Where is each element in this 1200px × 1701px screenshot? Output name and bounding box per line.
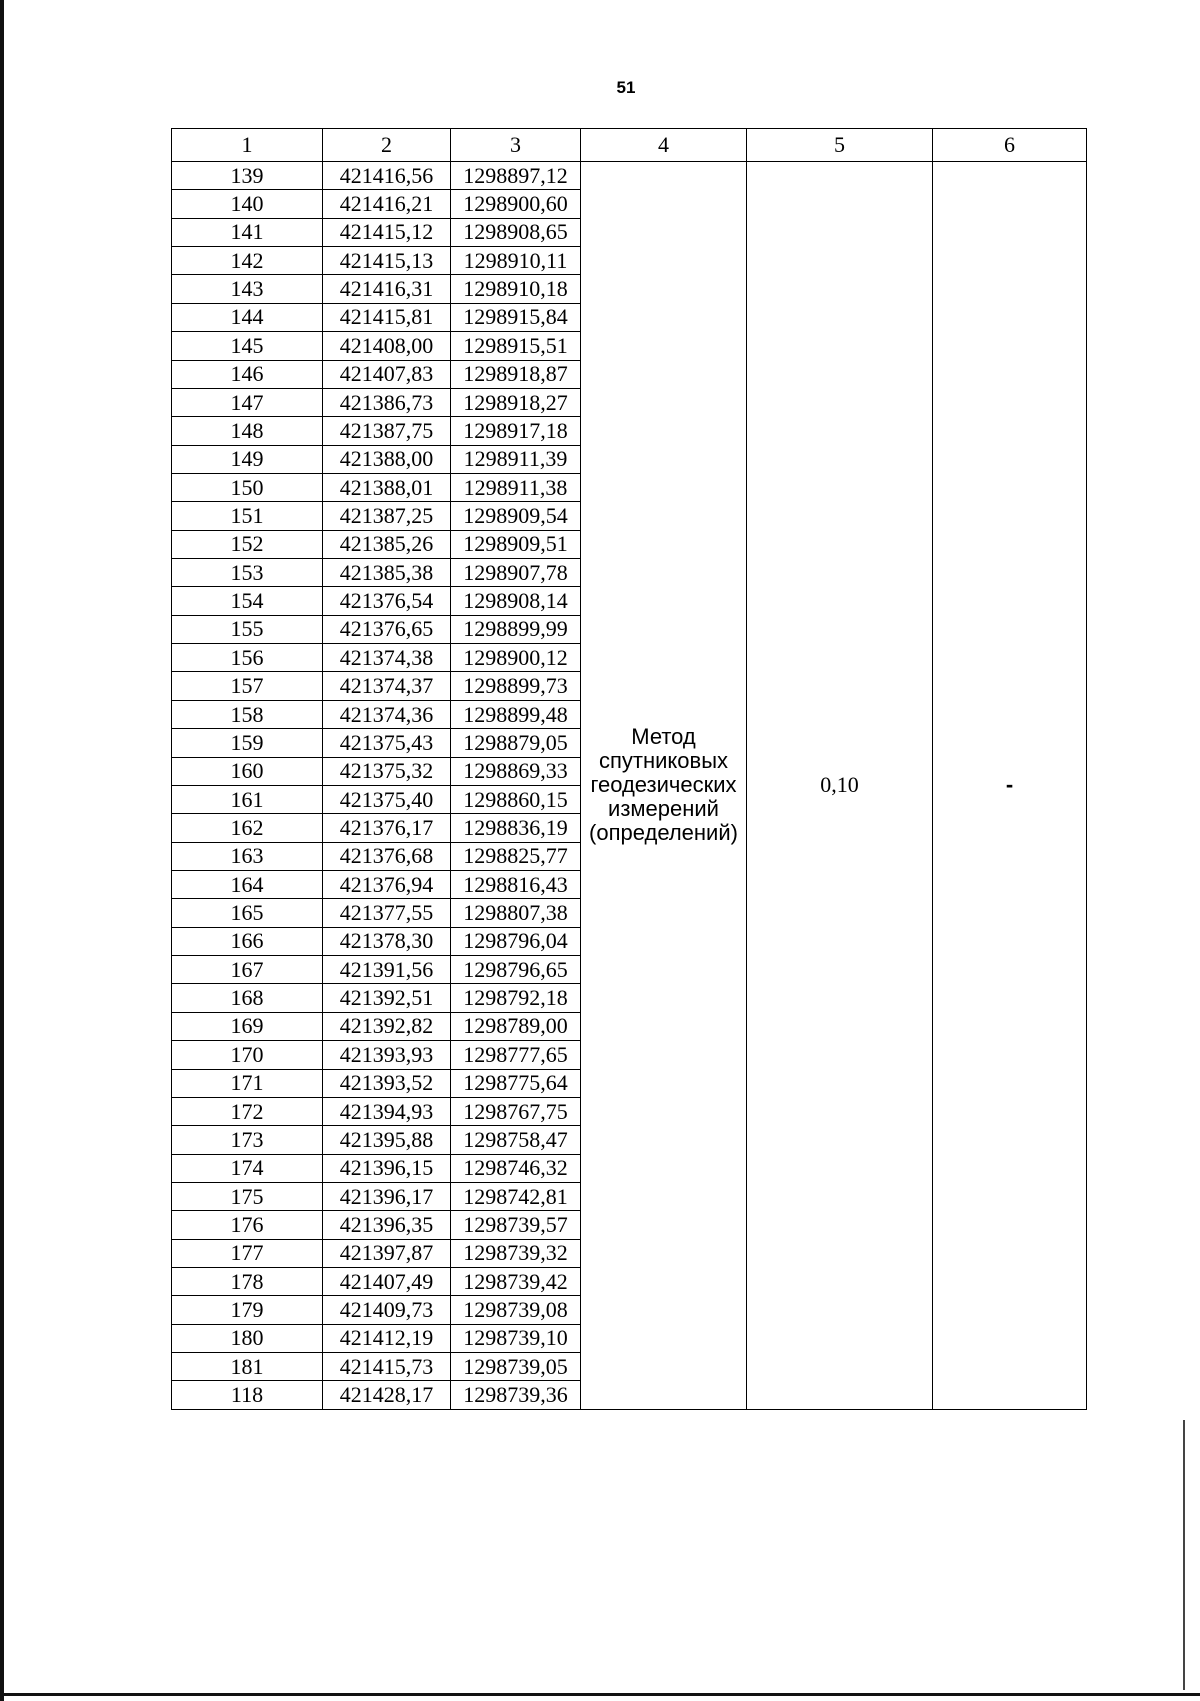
y-coordinate-cell: 1298742,81 <box>451 1182 581 1210</box>
point-number-cell: 158 <box>172 700 323 728</box>
y-coordinate-cell: 1298908,65 <box>451 218 581 246</box>
y-coordinate-cell: 1298900,60 <box>451 190 581 218</box>
point-number-cell: 160 <box>172 757 323 785</box>
y-coordinate-cell: 1298909,51 <box>451 530 581 558</box>
y-coordinate-cell: 1298775,64 <box>451 1069 581 1097</box>
y-coordinate-cell: 1298739,05 <box>451 1353 581 1381</box>
x-coordinate-cell: 421416,31 <box>323 275 451 303</box>
point-number-cell: 149 <box>172 445 323 473</box>
coordinates-table <box>171 128 1087 1410</box>
point-number-cell: 141 <box>172 218 323 246</box>
y-coordinate-cell: 1298825,77 <box>451 842 581 870</box>
point-number-cell: 179 <box>172 1296 323 1324</box>
point-number-cell: 164 <box>172 870 323 898</box>
point-number-cell: 172 <box>172 1097 323 1125</box>
y-coordinate-cell: 1298899,73 <box>451 672 581 700</box>
header-cell-6: 6 <box>933 129 1087 162</box>
y-coordinate-cell: 1298917,18 <box>451 417 581 445</box>
y-coordinate-cell: 1298789,00 <box>451 1012 581 1040</box>
y-coordinate-cell: 1298739,36 <box>451 1381 581 1409</box>
x-coordinate-cell: 421387,75 <box>323 417 451 445</box>
x-coordinate-cell: 421376,17 <box>323 814 451 842</box>
y-coordinate-cell: 1298915,51 <box>451 332 581 360</box>
point-number-cell: 140 <box>172 190 323 218</box>
y-coordinate-cell: 1298910,11 <box>451 247 581 275</box>
x-coordinate-cell: 421396,35 <box>323 1211 451 1239</box>
x-coordinate-cell: 421407,83 <box>323 360 451 388</box>
x-coordinate-cell: 421386,73 <box>323 388 451 416</box>
point-number-cell: 146 <box>172 360 323 388</box>
point-number-cell: 162 <box>172 814 323 842</box>
y-coordinate-cell: 1298860,15 <box>451 785 581 813</box>
x-coordinate-cell: 421395,88 <box>323 1126 451 1154</box>
y-coordinate-cell: 1298918,87 <box>451 360 581 388</box>
point-number-cell: 177 <box>172 1239 323 1267</box>
point-number-cell: 167 <box>172 956 323 984</box>
y-coordinate-cell: 1298915,84 <box>451 303 581 331</box>
x-coordinate-cell: 421388,00 <box>323 445 451 473</box>
y-coordinate-cell: 1298907,78 <box>451 559 581 587</box>
header-cell-4: 4 <box>581 129 747 162</box>
method-text-line: Метод <box>631 724 696 750</box>
point-number-cell: 151 <box>172 502 323 530</box>
y-coordinate-cell: 1298796,65 <box>451 956 581 984</box>
method-text-line: (определений) <box>589 820 738 846</box>
y-coordinate-cell: 1298869,33 <box>451 757 581 785</box>
point-number-cell: 154 <box>172 587 323 615</box>
x-coordinate-cell: 421375,40 <box>323 785 451 813</box>
x-coordinate-cell: 421396,15 <box>323 1154 451 1182</box>
x-coordinate-cell: 421385,38 <box>323 559 451 587</box>
point-number-cell: 178 <box>172 1268 323 1296</box>
point-number-cell: 175 <box>172 1182 323 1210</box>
x-coordinate-cell: 421408,00 <box>323 332 451 360</box>
point-number-cell: 153 <box>172 559 323 587</box>
point-number-cell: 150 <box>172 473 323 501</box>
y-coordinate-cell: 1298767,75 <box>451 1097 581 1125</box>
y-coordinate-cell: 1298739,32 <box>451 1239 581 1267</box>
scan-right-edge <box>1183 1420 1185 1690</box>
column6-cell: - <box>933 162 1087 1410</box>
y-coordinate-cell: 1298816,43 <box>451 870 581 898</box>
point-number-cell: 118 <box>172 1381 323 1409</box>
point-number-cell: 170 <box>172 1041 323 1069</box>
y-coordinate-cell: 1298879,05 <box>451 729 581 757</box>
x-coordinate-cell: 421428,17 <box>323 1381 451 1409</box>
header-cell-1: 1 <box>172 129 323 162</box>
point-number-cell: 176 <box>172 1211 323 1239</box>
y-coordinate-cell: 1298897,12 <box>451 162 581 190</box>
x-coordinate-cell: 421378,30 <box>323 927 451 955</box>
scan-bottom-edge <box>0 1693 1200 1696</box>
y-coordinate-cell: 1298899,48 <box>451 700 581 728</box>
y-coordinate-cell: 1298739,10 <box>451 1324 581 1352</box>
method-text-line: измерений <box>608 796 719 822</box>
point-number-cell: 168 <box>172 984 323 1012</box>
x-coordinate-cell: 421416,21 <box>323 190 451 218</box>
x-coordinate-cell: 421415,13 <box>323 247 451 275</box>
scan-left-edge <box>0 0 4 1701</box>
point-number-cell: 142 <box>172 247 323 275</box>
y-coordinate-cell: 1298836,19 <box>451 814 581 842</box>
x-coordinate-cell: 421393,93 <box>323 1041 451 1069</box>
x-coordinate-cell: 421392,51 <box>323 984 451 1012</box>
method-cell <box>581 162 747 1410</box>
y-coordinate-cell: 1298910,18 <box>451 275 581 303</box>
header-cell-5: 5 <box>747 129 933 162</box>
x-coordinate-cell: 421376,65 <box>323 615 451 643</box>
header-cell-2: 2 <box>323 129 451 162</box>
y-coordinate-cell: 1298758,47 <box>451 1126 581 1154</box>
x-coordinate-cell: 421376,68 <box>323 842 451 870</box>
table-row <box>172 162 1087 190</box>
y-coordinate-cell: 1298746,32 <box>451 1154 581 1182</box>
x-coordinate-cell: 421394,93 <box>323 1097 451 1125</box>
x-coordinate-cell: 421393,52 <box>323 1069 451 1097</box>
point-number-cell: 180 <box>172 1324 323 1352</box>
point-number-cell: 159 <box>172 729 323 757</box>
y-coordinate-cell: 1298908,14 <box>451 587 581 615</box>
x-coordinate-cell: 421397,87 <box>323 1239 451 1267</box>
accuracy-cell: 0,10 <box>747 162 933 1410</box>
point-number-cell: 163 <box>172 842 323 870</box>
y-coordinate-cell: 1298796,04 <box>451 927 581 955</box>
header-cell-3: 3 <box>451 129 581 162</box>
point-number-cell: 145 <box>172 332 323 360</box>
point-number-cell: 181 <box>172 1353 323 1381</box>
x-coordinate-cell: 421415,73 <box>323 1353 451 1381</box>
x-coordinate-cell: 421409,73 <box>323 1296 451 1324</box>
point-number-cell: 173 <box>172 1126 323 1154</box>
x-coordinate-cell: 421376,94 <box>323 870 451 898</box>
x-coordinate-cell: 421374,37 <box>323 672 451 700</box>
x-coordinate-cell: 421377,55 <box>323 899 451 927</box>
x-coordinate-cell: 421376,54 <box>323 587 451 615</box>
y-coordinate-cell: 1298900,12 <box>451 644 581 672</box>
point-number-cell: 148 <box>172 417 323 445</box>
header-row <box>172 129 1087 162</box>
x-coordinate-cell: 421387,25 <box>323 502 451 530</box>
y-coordinate-cell: 1298918,27 <box>451 388 581 416</box>
point-number-cell: 156 <box>172 644 323 672</box>
point-number-cell: 143 <box>172 275 323 303</box>
x-coordinate-cell: 421407,49 <box>323 1268 451 1296</box>
table-body <box>172 129 1087 1410</box>
y-coordinate-cell: 1298911,38 <box>451 473 581 501</box>
point-number-cell: 171 <box>172 1069 323 1097</box>
y-coordinate-cell: 1298807,38 <box>451 899 581 927</box>
point-number-cell: 174 <box>172 1154 323 1182</box>
x-coordinate-cell: 421374,36 <box>323 700 451 728</box>
y-coordinate-cell: 1298911,39 <box>451 445 581 473</box>
y-coordinate-cell: 1298899,99 <box>451 615 581 643</box>
x-coordinate-cell: 421374,38 <box>323 644 451 672</box>
point-number-cell: 169 <box>172 1012 323 1040</box>
point-number-cell: 147 <box>172 388 323 416</box>
point-number-cell: 152 <box>172 530 323 558</box>
x-coordinate-cell: 421396,17 <box>323 1182 451 1210</box>
point-number-cell: 157 <box>172 672 323 700</box>
point-number-cell: 144 <box>172 303 323 331</box>
x-coordinate-cell: 421388,01 <box>323 473 451 501</box>
point-number-cell: 166 <box>172 927 323 955</box>
point-number-cell: 155 <box>172 615 323 643</box>
x-coordinate-cell: 421412,19 <box>323 1324 451 1352</box>
method-text-line: геодезических <box>590 772 737 798</box>
y-coordinate-cell: 1298909,54 <box>451 502 581 530</box>
method-text-line: спутниковых <box>598 748 729 774</box>
page-number: 51 <box>616 78 636 97</box>
y-coordinate-cell: 1298792,18 <box>451 984 581 1012</box>
point-number-cell: 139 <box>172 162 323 190</box>
x-coordinate-cell: 421375,43 <box>323 729 451 757</box>
y-coordinate-cell: 1298739,42 <box>451 1268 581 1296</box>
point-number-cell: 165 <box>172 899 323 927</box>
x-coordinate-cell: 421385,26 <box>323 530 451 558</box>
y-coordinate-cell: 1298739,08 <box>451 1296 581 1324</box>
x-coordinate-cell: 421415,12 <box>323 218 451 246</box>
x-coordinate-cell: 421415,81 <box>323 303 451 331</box>
y-coordinate-cell: 1298777,65 <box>451 1041 581 1069</box>
x-coordinate-cell: 421375,32 <box>323 757 451 785</box>
x-coordinate-cell: 421392,82 <box>323 1012 451 1040</box>
point-number-cell: 161 <box>172 785 323 813</box>
x-coordinate-cell: 421416,56 <box>323 162 451 190</box>
y-coordinate-cell: 1298739,57 <box>451 1211 581 1239</box>
x-coordinate-cell: 421391,56 <box>323 956 451 984</box>
